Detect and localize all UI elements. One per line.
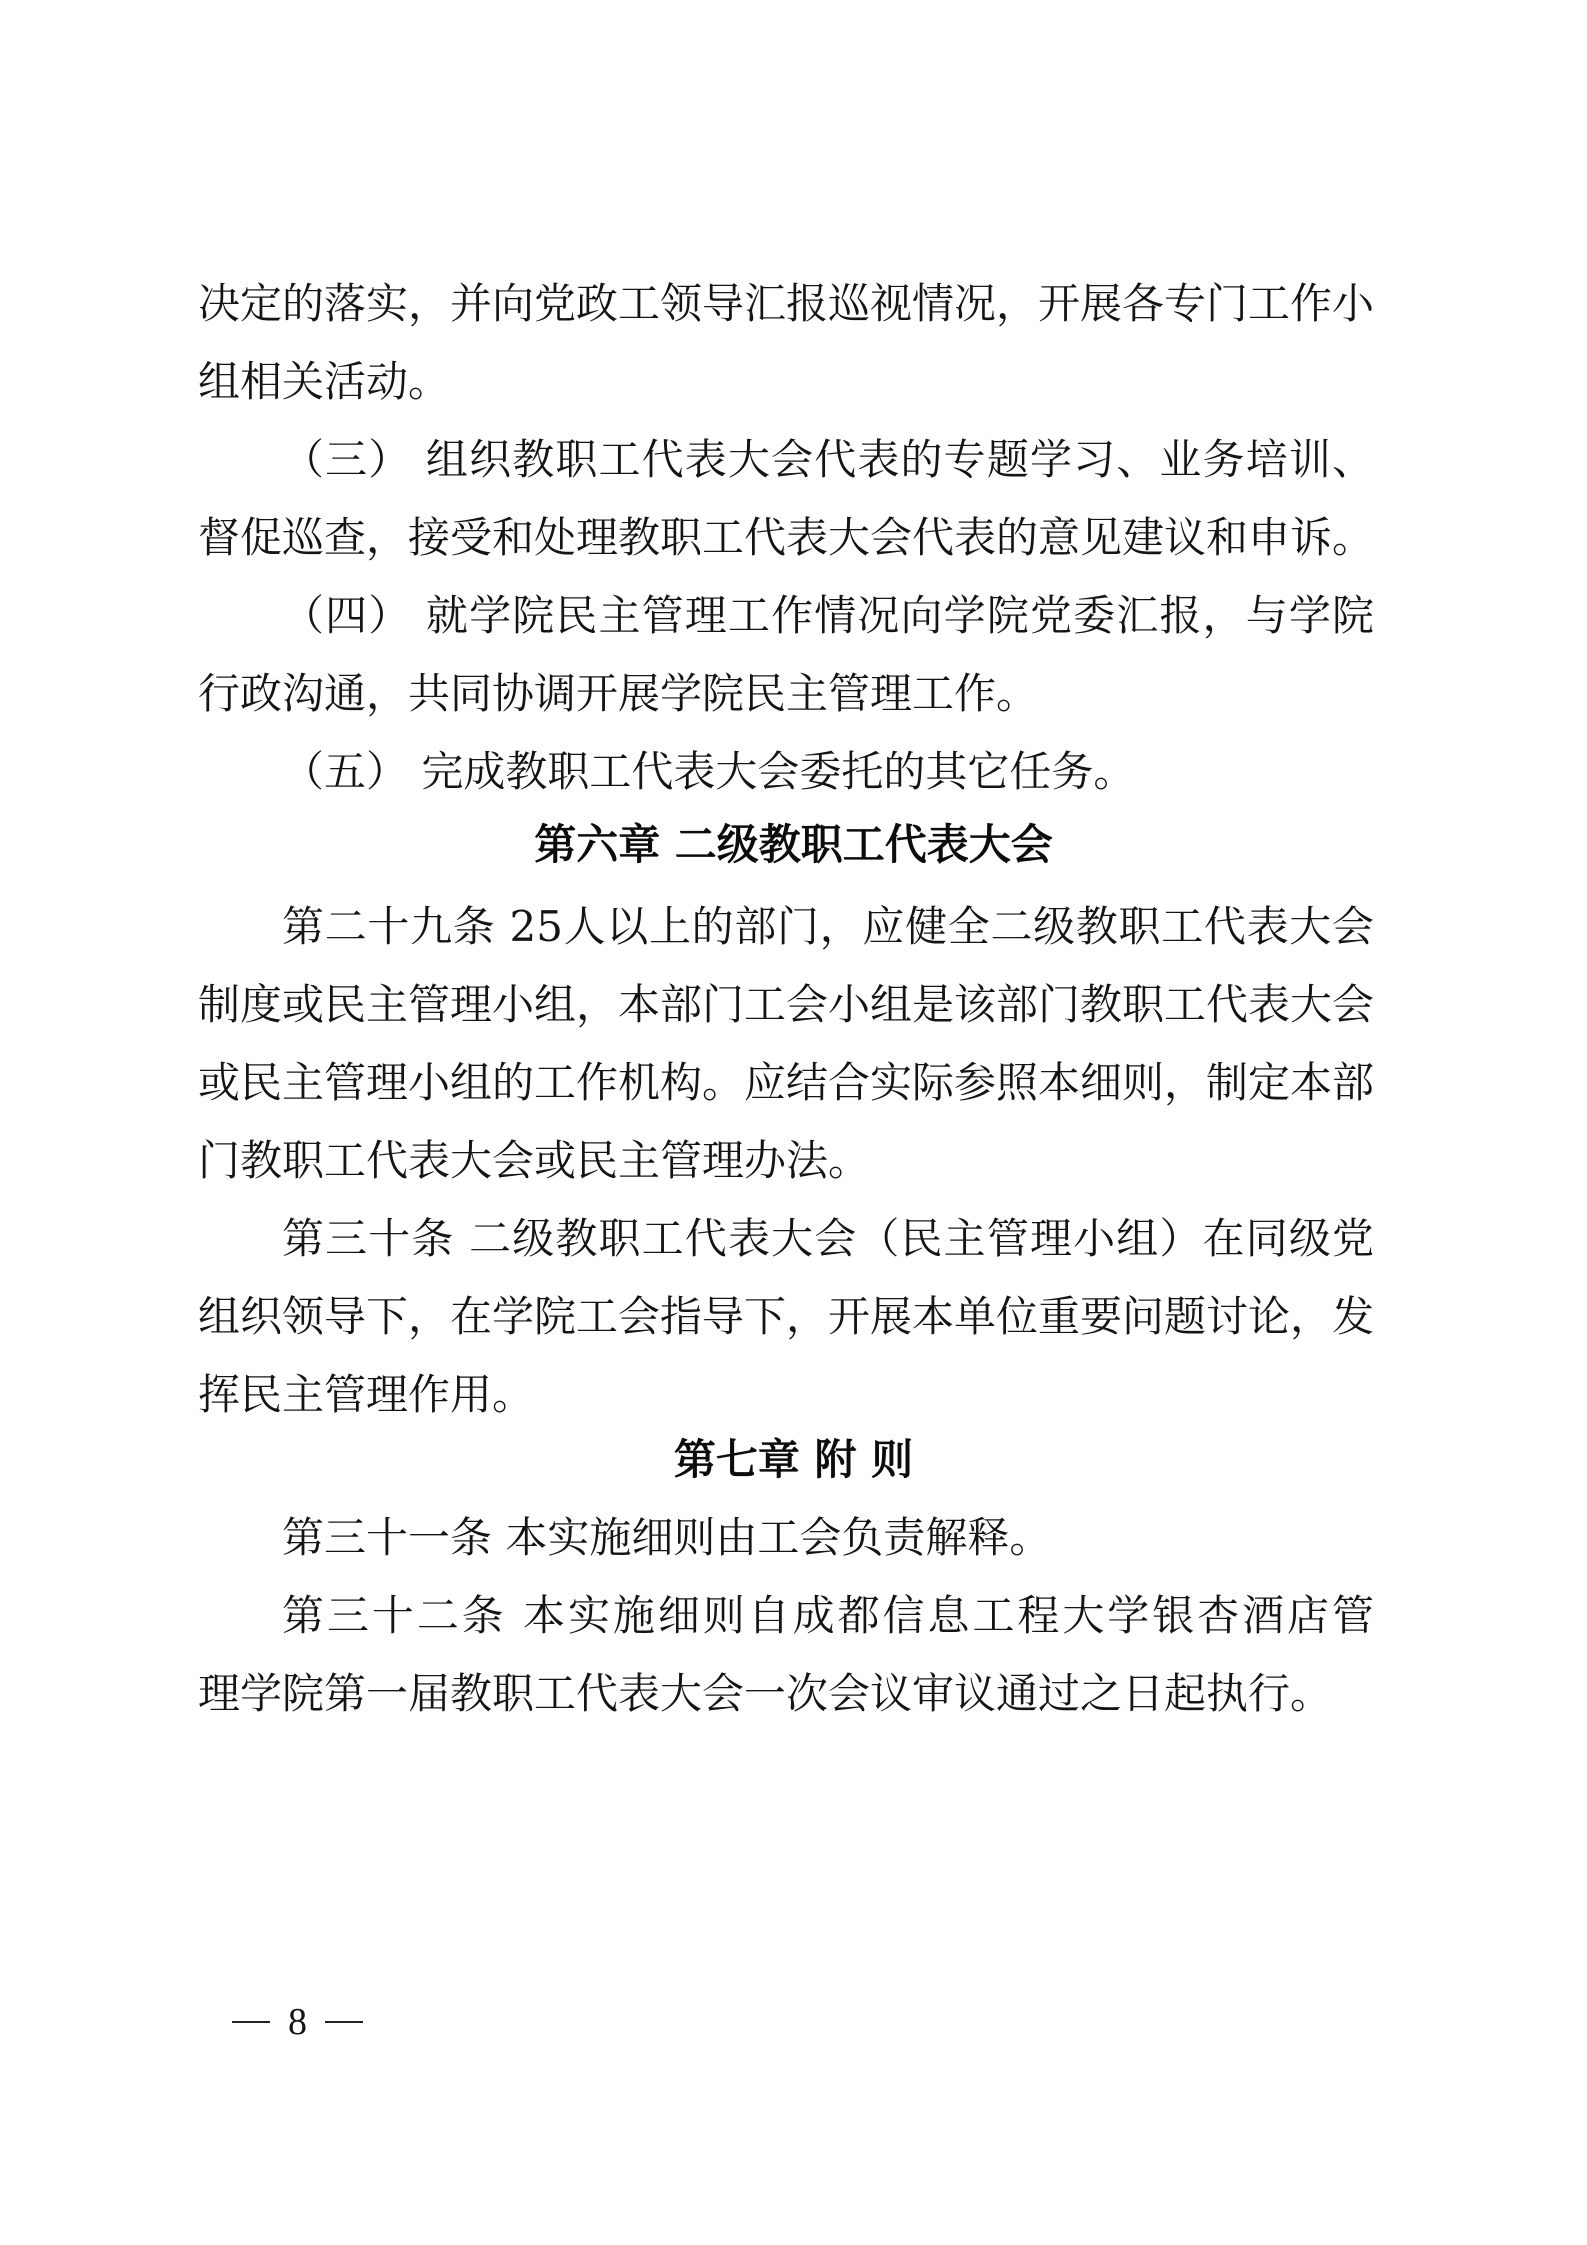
body-line: 理学院第一届教职工代表大会一次会议审议通过之日起执行。 [198,1669,1333,1718]
list-item-3: （三） 组织教职工代表大会代表的专题学习、业务培训、 [282,435,1374,484]
body-line: 组织领导下，在学院工会指导下，开展本单位重要问题讨论，发 [198,1292,1375,1341]
list-item-4: （四） 就学院民主管理工作情况向学院党委汇报，与学院 [282,591,1374,640]
body-line: 或民主管理小组的工作机构。应结合实际参照本细则，制定本部 [198,1058,1375,1107]
page-number: 8 [288,2001,307,2043]
chapter-7-heading: 第七章 附 则 [673,1435,914,1484]
page-footer [232,2000,363,2044]
body-line: 门教职工代表大会或民主管理办法。 [198,1136,871,1185]
article-30: 第三十条 二级教职工代表大会（民主管理小组）在同级党 [282,1214,1374,1263]
chapter-6-heading: 第六章 二级教职工代表大会 [534,820,1053,869]
body-line: 挥民主管理作用。 [198,1370,535,1419]
body-line: 组相关活动。 [198,357,451,406]
list-item-5: （五） 完成教职工代表大会委托的其它任务。 [282,747,1136,796]
dash-right [325,2021,363,2023]
body-line: 制度或民主管理小组，本部门工会小组是该部门教职工代表大会 [198,980,1375,1029]
article-31: 第三十一条 本实施细则由工会负责解释。 [282,1513,1052,1562]
body-line: 决定的落实，并向党政工领导汇报巡视情况，开展各专门工作小 [198,279,1375,328]
dash-left [232,2021,270,2023]
article-32: 第三十二条 本实施细则自成都信息工程大学银杏酒店管 [282,1591,1374,1640]
body-line: 督促巡查，接受和处理教职工代表大会代表的意见建议和申诉。 [198,513,1375,562]
article-29: 第二十九条 25人以上的部门，应健全二级教职工代表大会 [282,902,1374,951]
body-line: 行政沟通，共同协调开展学院民主管理工作。 [198,669,1039,718]
